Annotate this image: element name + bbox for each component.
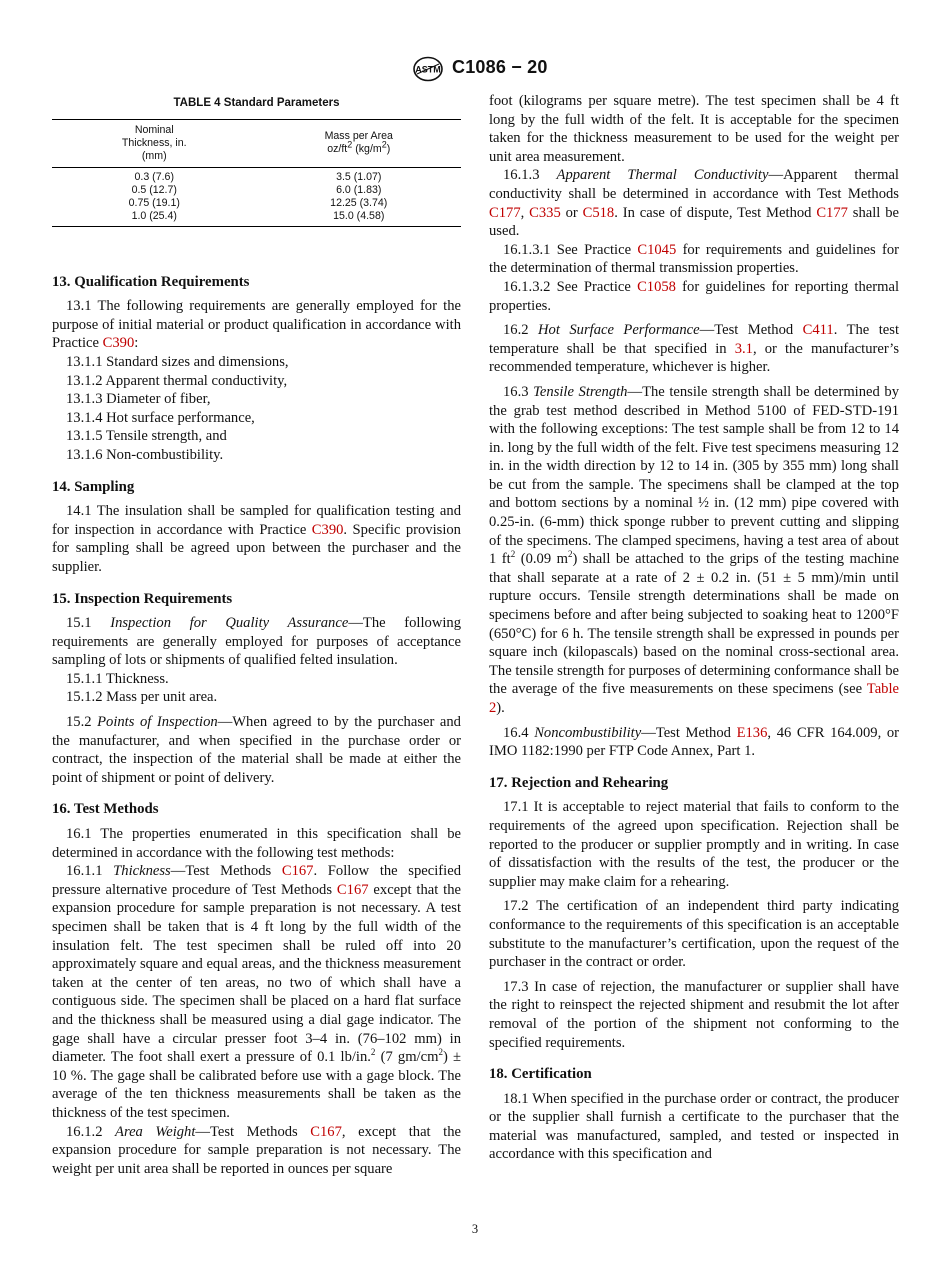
para-16-2: 16.2 Hot Surface Performance—Test Method C411. The test temperature shall be that specified in 3.1, or the manufacturer’s recommended temperature, whichever is higher. — [489, 322, 900, 376]
para-15-1: 15.1 Inspection for Quality Assurance—The following requirements are generally employed for purposes of acceptance sampling of lots or shipments of qualified felted insulation. — [52, 615, 462, 669]
ref-c177[interactable]: C177 — [489, 204, 521, 221]
section-14-title: 14. Sampling — [52, 478, 135, 495]
para-16-1-2: 16.1.2 Area Weight—Test Methods C167, except that the expansion procedure for sample preparation is not necessary. The weight per unit area shall be reported in ounces per square — [52, 1123, 461, 1177]
ref-c167[interactable]: C167 — [336, 881, 369, 898]
list-item: 13.1.2 Apparent thermal conductivity, — [66, 372, 288, 389]
table-row: 0.75 (19.1) 12.25 (3.74) — [128, 196, 388, 209]
astm-logo-icon — [411, 56, 445, 82]
list-item: 13.1.5 Tensile strength, and — [66, 428, 227, 445]
para-15-2: 15.2 Points of Inspection—When agreed to by the purchaser and the manufacturer, and when specified in the purchase order or contract, the inspection of the material shall be made at either the point of shipment or point of delivery. — [52, 714, 461, 786]
section-13-title: 13. Qualification Requirements — [52, 273, 250, 290]
table-caption: TABLE 4 Standard Parameters — [173, 97, 340, 109]
table-row: 1.0 (25.4) 15.0 (4.58) — [52, 210, 461, 227]
ref-table-2[interactable]: Table 2 — [489, 681, 899, 716]
ref-e136[interactable]: E136 — [736, 724, 768, 741]
list-item: 13.1.4 Hot surface performance, — [66, 409, 255, 426]
para-13-1: 13.1 The following requirements are generally employed for the purpose of initial material or product qualification in accordance with Practice C390: — [52, 298, 461, 352]
ref-c411[interactable]: C411 — [802, 322, 834, 339]
para-16-1-3: 16.1.3 Apparent Thermal Conductivity—Apparent thermal conductivity shall be determined in accordance with Test Methods C177, C335 or C518. In case of dispute, Test Method C177 shall be used. — [489, 167, 899, 240]
svg-text:ASTM: ASTM — [415, 64, 441, 75]
para-16-1-1: 16.1.1 Thickness—Test Methods C167. Follow the specified pressure alternative procedure of Test Methods C167 except that the expansion procedure for sample preparation is not necessary. A test specimen shall be taken that is 4 ft long by the full width of the insulation felt. The test specimen shall be ruled off into 20 approximately square and equal areas, and the thickness measurement taken at the center of ten areas, no two of which shall have a contiguous side. The specimen shall be placed on a hard flat surface and the thickness shall be measured using a dial gage indicator. The gage shall have a circular presser foot 3–4 in. (76–102 mm) in diameter. The foot shall exert a pressure of 0.1 lb/in.$^2$ (7 $gm/cm^2) \pm 10$ %. The gage shall be calibrated before use with a gage block. The average of the ten thickness measurements shall be taken as the thickness of the test specimen. — [52, 863, 461, 1121]
document-designation: C1086 − 20 — [452, 57, 548, 77]
right-column — [489, 92, 899, 1164]
table-header-mass: Mass per Area $oz/ft^2$ $(kg/m^2)$ — [324, 130, 393, 156]
para-18-1: 18.1 When specified in the purchase order or contract, the producer or the supplier shall furnish a certificate to the purchaser that the material was manufactured, sampled, and tested or inspected in accordance with this specification and — [489, 1090, 899, 1163]
para-16-3: 16.3 Tensile Strength—The tensile strength shall be determined by the grab test method described in Method 5100 of FED-STD-191 with the following exceptions: The test sample shall be from 12 to 14 in. long by the full width of the felt. Five test specimens measuring 12 in. in the width direction by 12 to 14 in. (305 by 355 mm) long shall be cut from the sample. The specimens shall be clamped at the top and bottom sections by a nominal ½ in. (12 mm) pipe covered with 0.25-in. (6-mm) thick sponge rubber to prevent cutting and slipping of the specimens. The clamped specimens, having a test area of about 1 $ft^2$ (0.09 $m^2$) shall be attached to the grips of the testing machine that shall separate at a rate of 2 ± 0.2 in. (51 ± 5 mm)/min until rupture occurs. Tensile strength determinations shall be made on specimens before and after being subjected to soaking heat to 1200°F (650°C) for 6 h. The tensile strength shall be expressed in pounds per square inch (kilopascals) based on the nominal cross-sectional area. The tensile strength for purposes of determining conformance shall be the average of the five measurements on these specimens (see Table 2). — [489, 383, 899, 716]
list-item: 13.1.3 Diameter of fiber, — [66, 391, 211, 408]
para-14-1: 14.1 The insulation shall be sampled for qualification testing and for inspection in accordance with Practice C390. Specific provision for sampling shall be agreed upon between the purchaser and the supplier. — [52, 503, 461, 575]
para-17-3: 17.3 In case of rejection, the manufacturer or supplier shall have the right to reinspect the rejected shipment and resubmit the lot after removal of the portion of the shipment not conforming to the specified requirements. — [489, 978, 899, 1051]
ref-c390[interactable]: C390 — [102, 335, 135, 352]
para-16-1-3-1: 16.1.3.1 See Practice C1045 for requirements and guidelines for the determination of thermal transmission properties. — [489, 241, 899, 277]
para-17-1: 17.1 It is acceptable to reject material that fails to conform to the requirements of the agreed upon specification. Rejection shall be reported to the producer or supplier promptly and in writing. In case of dissatisfaction with the results of the test, the producer or the supplier may make claim for a rehearing. — [489, 799, 899, 890]
section-17-title: 17. Rejection and Rehearing — [489, 774, 669, 791]
ref-c167[interactable]: C167 — [281, 863, 314, 880]
ref-c335[interactable]: C335 — [529, 204, 561, 221]
section-18-title: 18. Certification — [489, 1066, 592, 1083]
para-17-2: 17.2 The certification of an independent third party indicating conformance to the requirements of this specification is an acceptable substitute to the manufacturer’s certification, upon the request of the purchaser in the contract or order. — [489, 898, 899, 971]
table-row: 0.5 (12.7) 6.0 (1.83) — [131, 183, 382, 196]
table-row: 0.3 (7.6) 3.5 (1.07) — [134, 170, 382, 183]
page-number: 3 — [471, 1222, 479, 1236]
ref-c518[interactable]: C518 — [582, 204, 615, 221]
list-item: 13.1.1 Standard sizes and dimensions, — [66, 353, 289, 370]
para-16-4: 16.4 Noncombustibility—Test Method E136, 46 CFR 164.009, or IMO 1182:1990 per FTP Code Annex, Part 1. — [489, 724, 900, 760]
page-header — [0, 56, 950, 82]
list-item: 13.1.6 Non-combustibility. — [66, 446, 224, 463]
para-16-1-2-cont: foot (kilograms per square metre). The test specimen shall be 4 ft long by the full width of the felt. It is acceptable for the specimen taken for the thickness measurement to be used for the weight per unit area measurement. — [489, 93, 899, 165]
list-item: 15.1.1 Thickness. — [66, 670, 169, 687]
ref-c1045[interactable]: C1045 — [637, 241, 677, 258]
ref-c177[interactable]: C177 — [816, 204, 848, 221]
left-column — [52, 92, 461, 1178]
para-16-1: 16.1 The properties enumerated in this specification shall be determined in accordance with the following test methods: — [52, 826, 461, 861]
para-16-1-3-2: 16.1.3.2 See Practice C1058 for guidelines for reporting thermal properties. — [489, 278, 899, 314]
ref-section-3-1[interactable]: 3.1 — [734, 340, 753, 357]
standard-parameters-table — [52, 119, 461, 227]
list-item: 15.1.2 Mass per unit area. — [66, 689, 218, 706]
ref-c167[interactable]: C167 — [310, 1123, 342, 1140]
table-header-thickness: Nominal Thickness, in. (mm) — [121, 123, 187, 162]
section-16-title: 16. Test Methods — [52, 801, 159, 818]
ref-c1058[interactable]: C1058 — [637, 278, 676, 295]
section-15-title: 15. Inspection Requirements — [52, 590, 233, 607]
ref-c390[interactable]: C390 — [311, 521, 344, 538]
